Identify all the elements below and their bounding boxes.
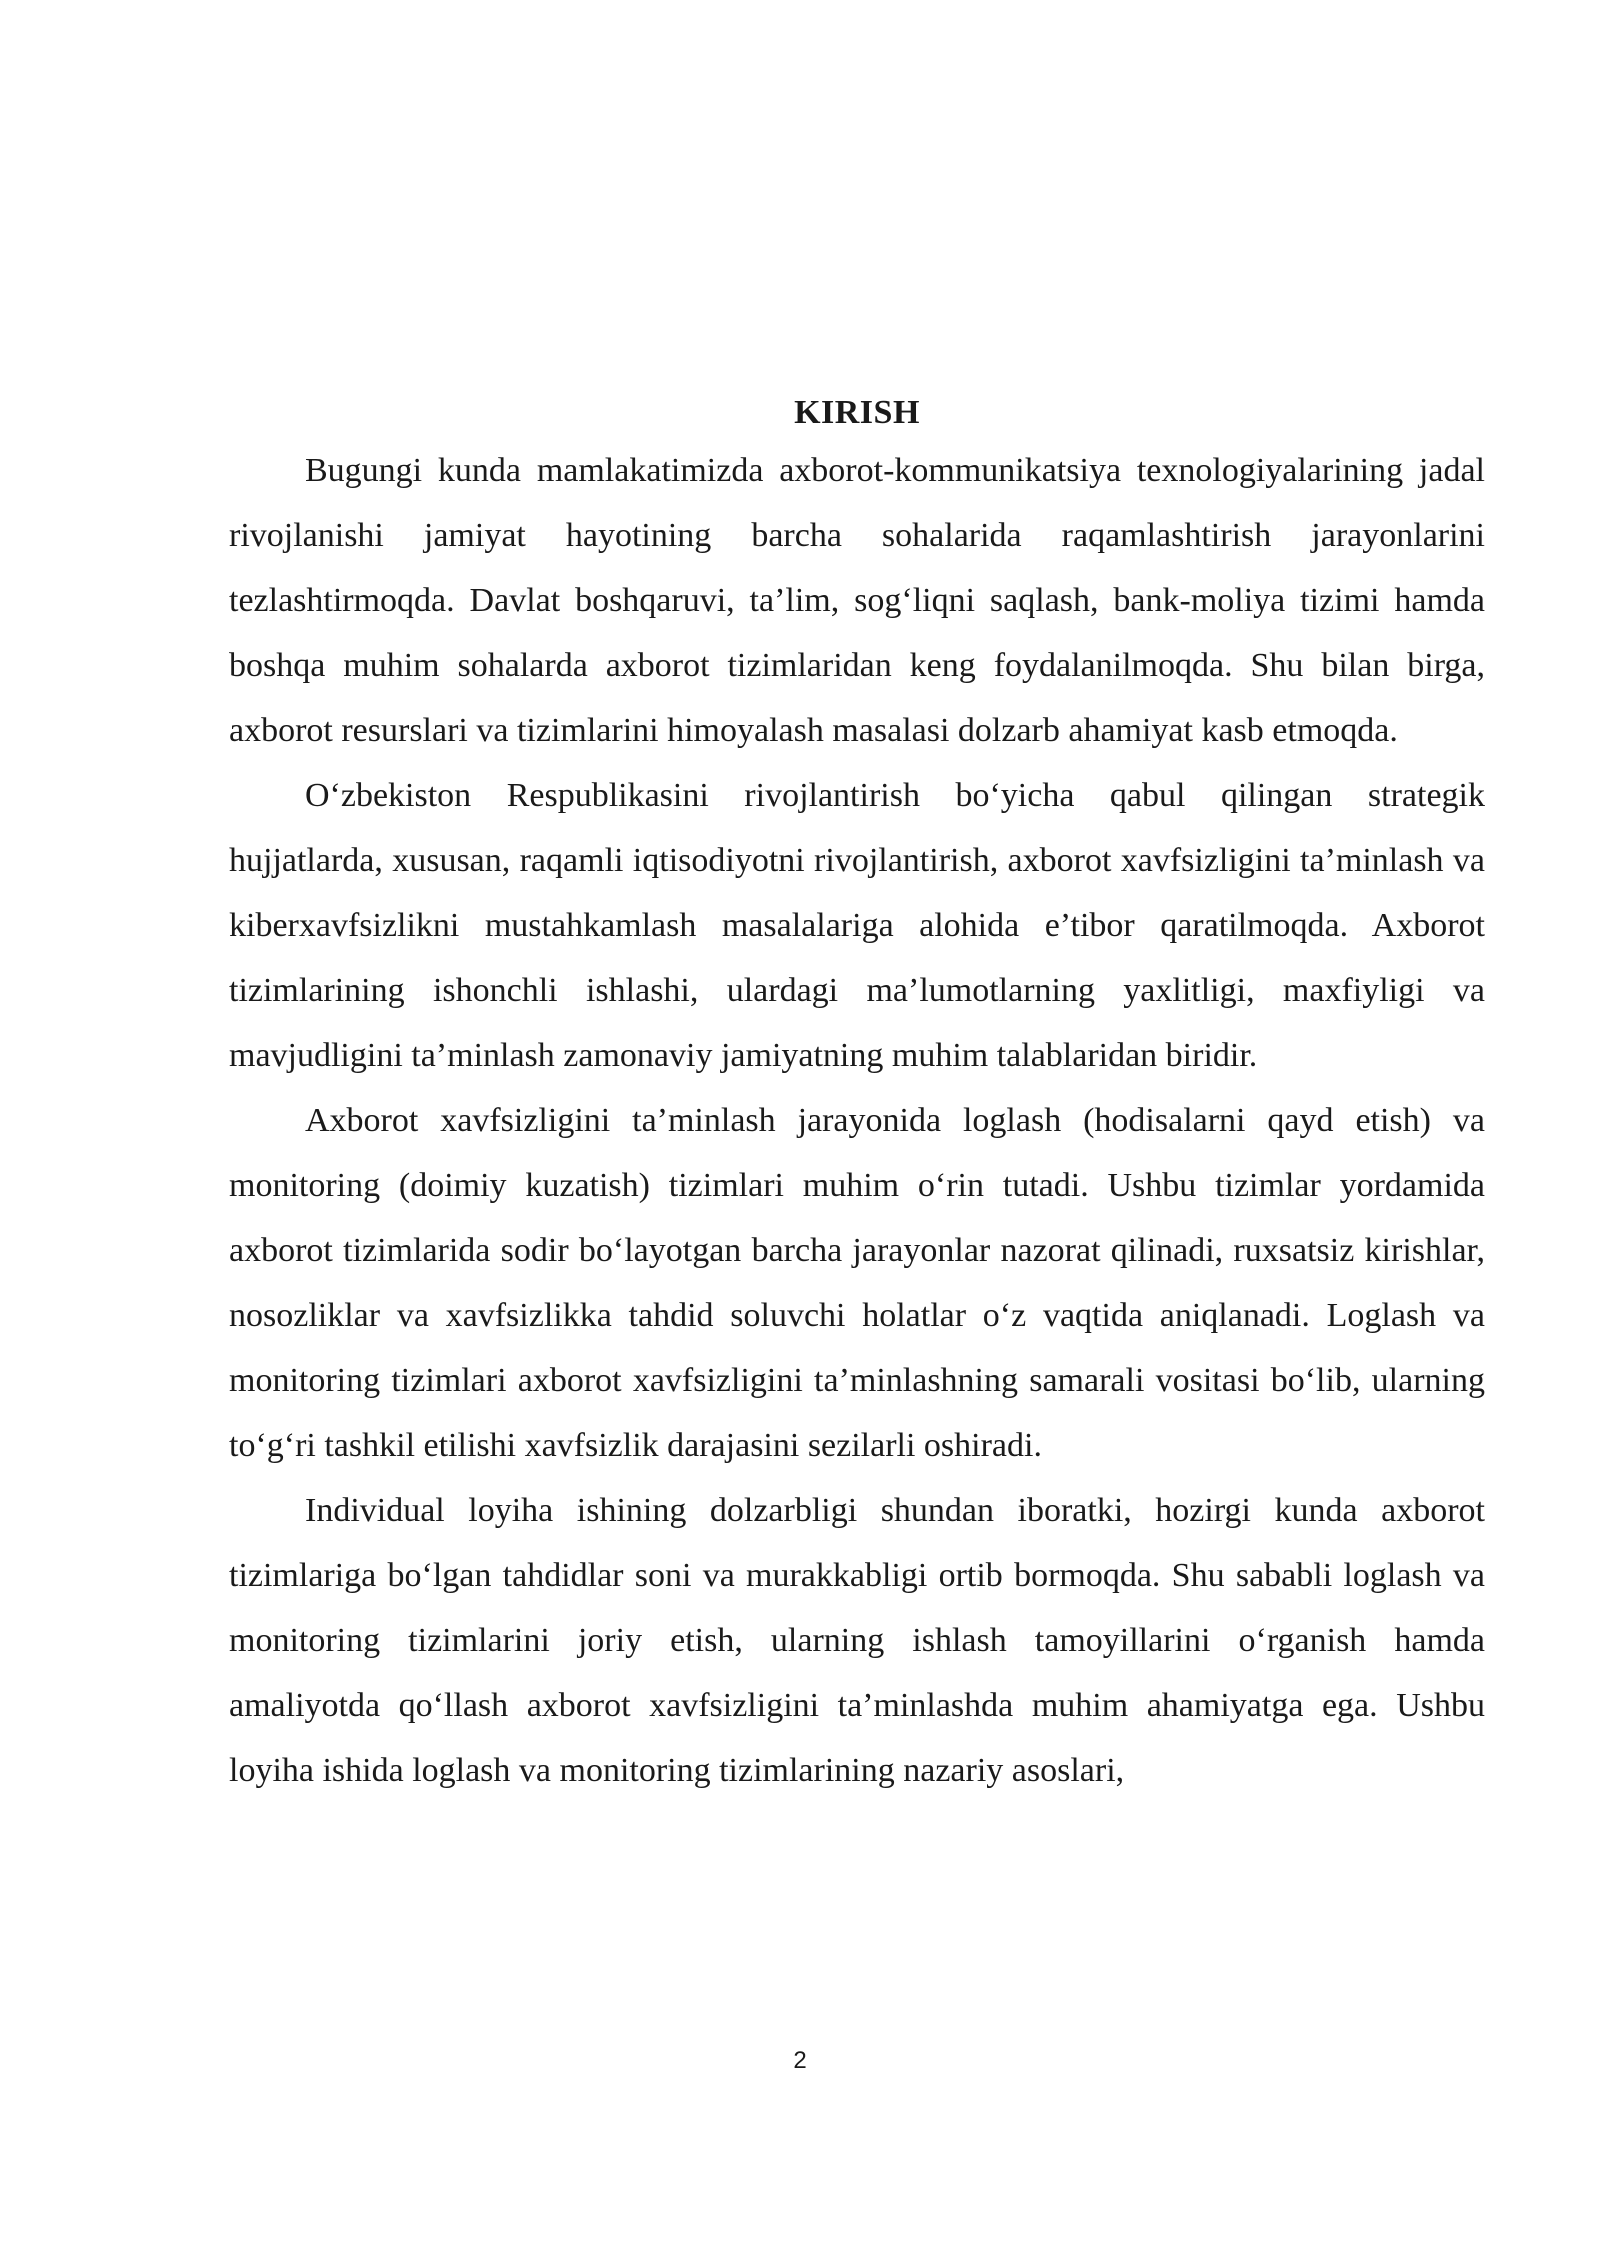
paragraph-1: Bugungi kunda mamlakatimizda axborot-kommunikatsiya texnologiyalarining jadal rivojlanishi jamiyat hayotining barcha sohalarida raqamlashtirish jarayonlarini tezlashtirmoqda. Davlat boshqaruvi, ta’lim, sog‘liqni saqlash, bank-moliya tizimi hamda boshqa muhim sohalarda axborot tizimlaridan keng foydalanilmoqda. Shu bilan birga, axborot resurslari va tizimlarini himoyalash masalasi dolzarb ahamiyat kasb etmoqda. xyxy=(229,452,1485,749)
paragraph-2: O‘zbekiston Respublikasini rivojlantirish bo‘yicha qabul qilingan strategik hujjatlarda, xususan, raqamli iqtisodiyotni rivojlantirish, axborot xavfsizligini ta’minlash va kiberxavfsizlikni mustahkamlash masalalariga alohida e’tibor qaratilmoqda. Axborot tizimlarining ishonchli ishlashi, ulardagi ma’lumotlarning yaxlitligi, maxfiyligi va mavjudligini ta’minlash zamonaviy jamiyatning muhim talablaridan biridir. xyxy=(229,777,1485,1074)
paragraph-4: Individual loyiha ishining dolzarbligi shundan iboratki, hozirgi kunda axborot tizimlariga bo‘lgan tahdidlar soni va murakkabligi ortib bormoqda. Shu sababli loglash va monitoring tizimlarini joriy etish, ularning ishlash tamoyillarini o‘rganish hamda amaliyotda qo‘llash axborot xavfsizligini ta’minlashda muhim ahamiyatga ega. Ushbu loyiha ishida loglash va monitoring tizimlarining nazariy asoslari, xyxy=(229,1492,1485,1789)
page-number: 2 xyxy=(793,2047,807,2074)
page-content xyxy=(229,388,1485,1803)
paragraph-3: Axborot xavfsizligini ta’minlash jarayonida loglash (hodisalarni qayd etish) va monitoring (doimiy kuzatish) tizimlari muhim o‘rin tutadi. Ushbu tizimlar yordamida axborot tizimlarida sodir bo‘layotgan barcha jarayonlar nazorat qilinadi, ruxsatsiz kirishlar, nosozliklar va xavfsizlikka tahdid soluvchi holatlar o‘z vaqtida aniqlanadi. Loglash va monitoring tizimlari axborot xavfsizligini ta’minlashning samarali vositasi bo‘lib, ularning to‘g‘ri tashkil etilishi xavfsizlik darajasini sezilarli oshiradi. xyxy=(229,1102,1485,1464)
section-title: KIRISH xyxy=(794,394,920,431)
